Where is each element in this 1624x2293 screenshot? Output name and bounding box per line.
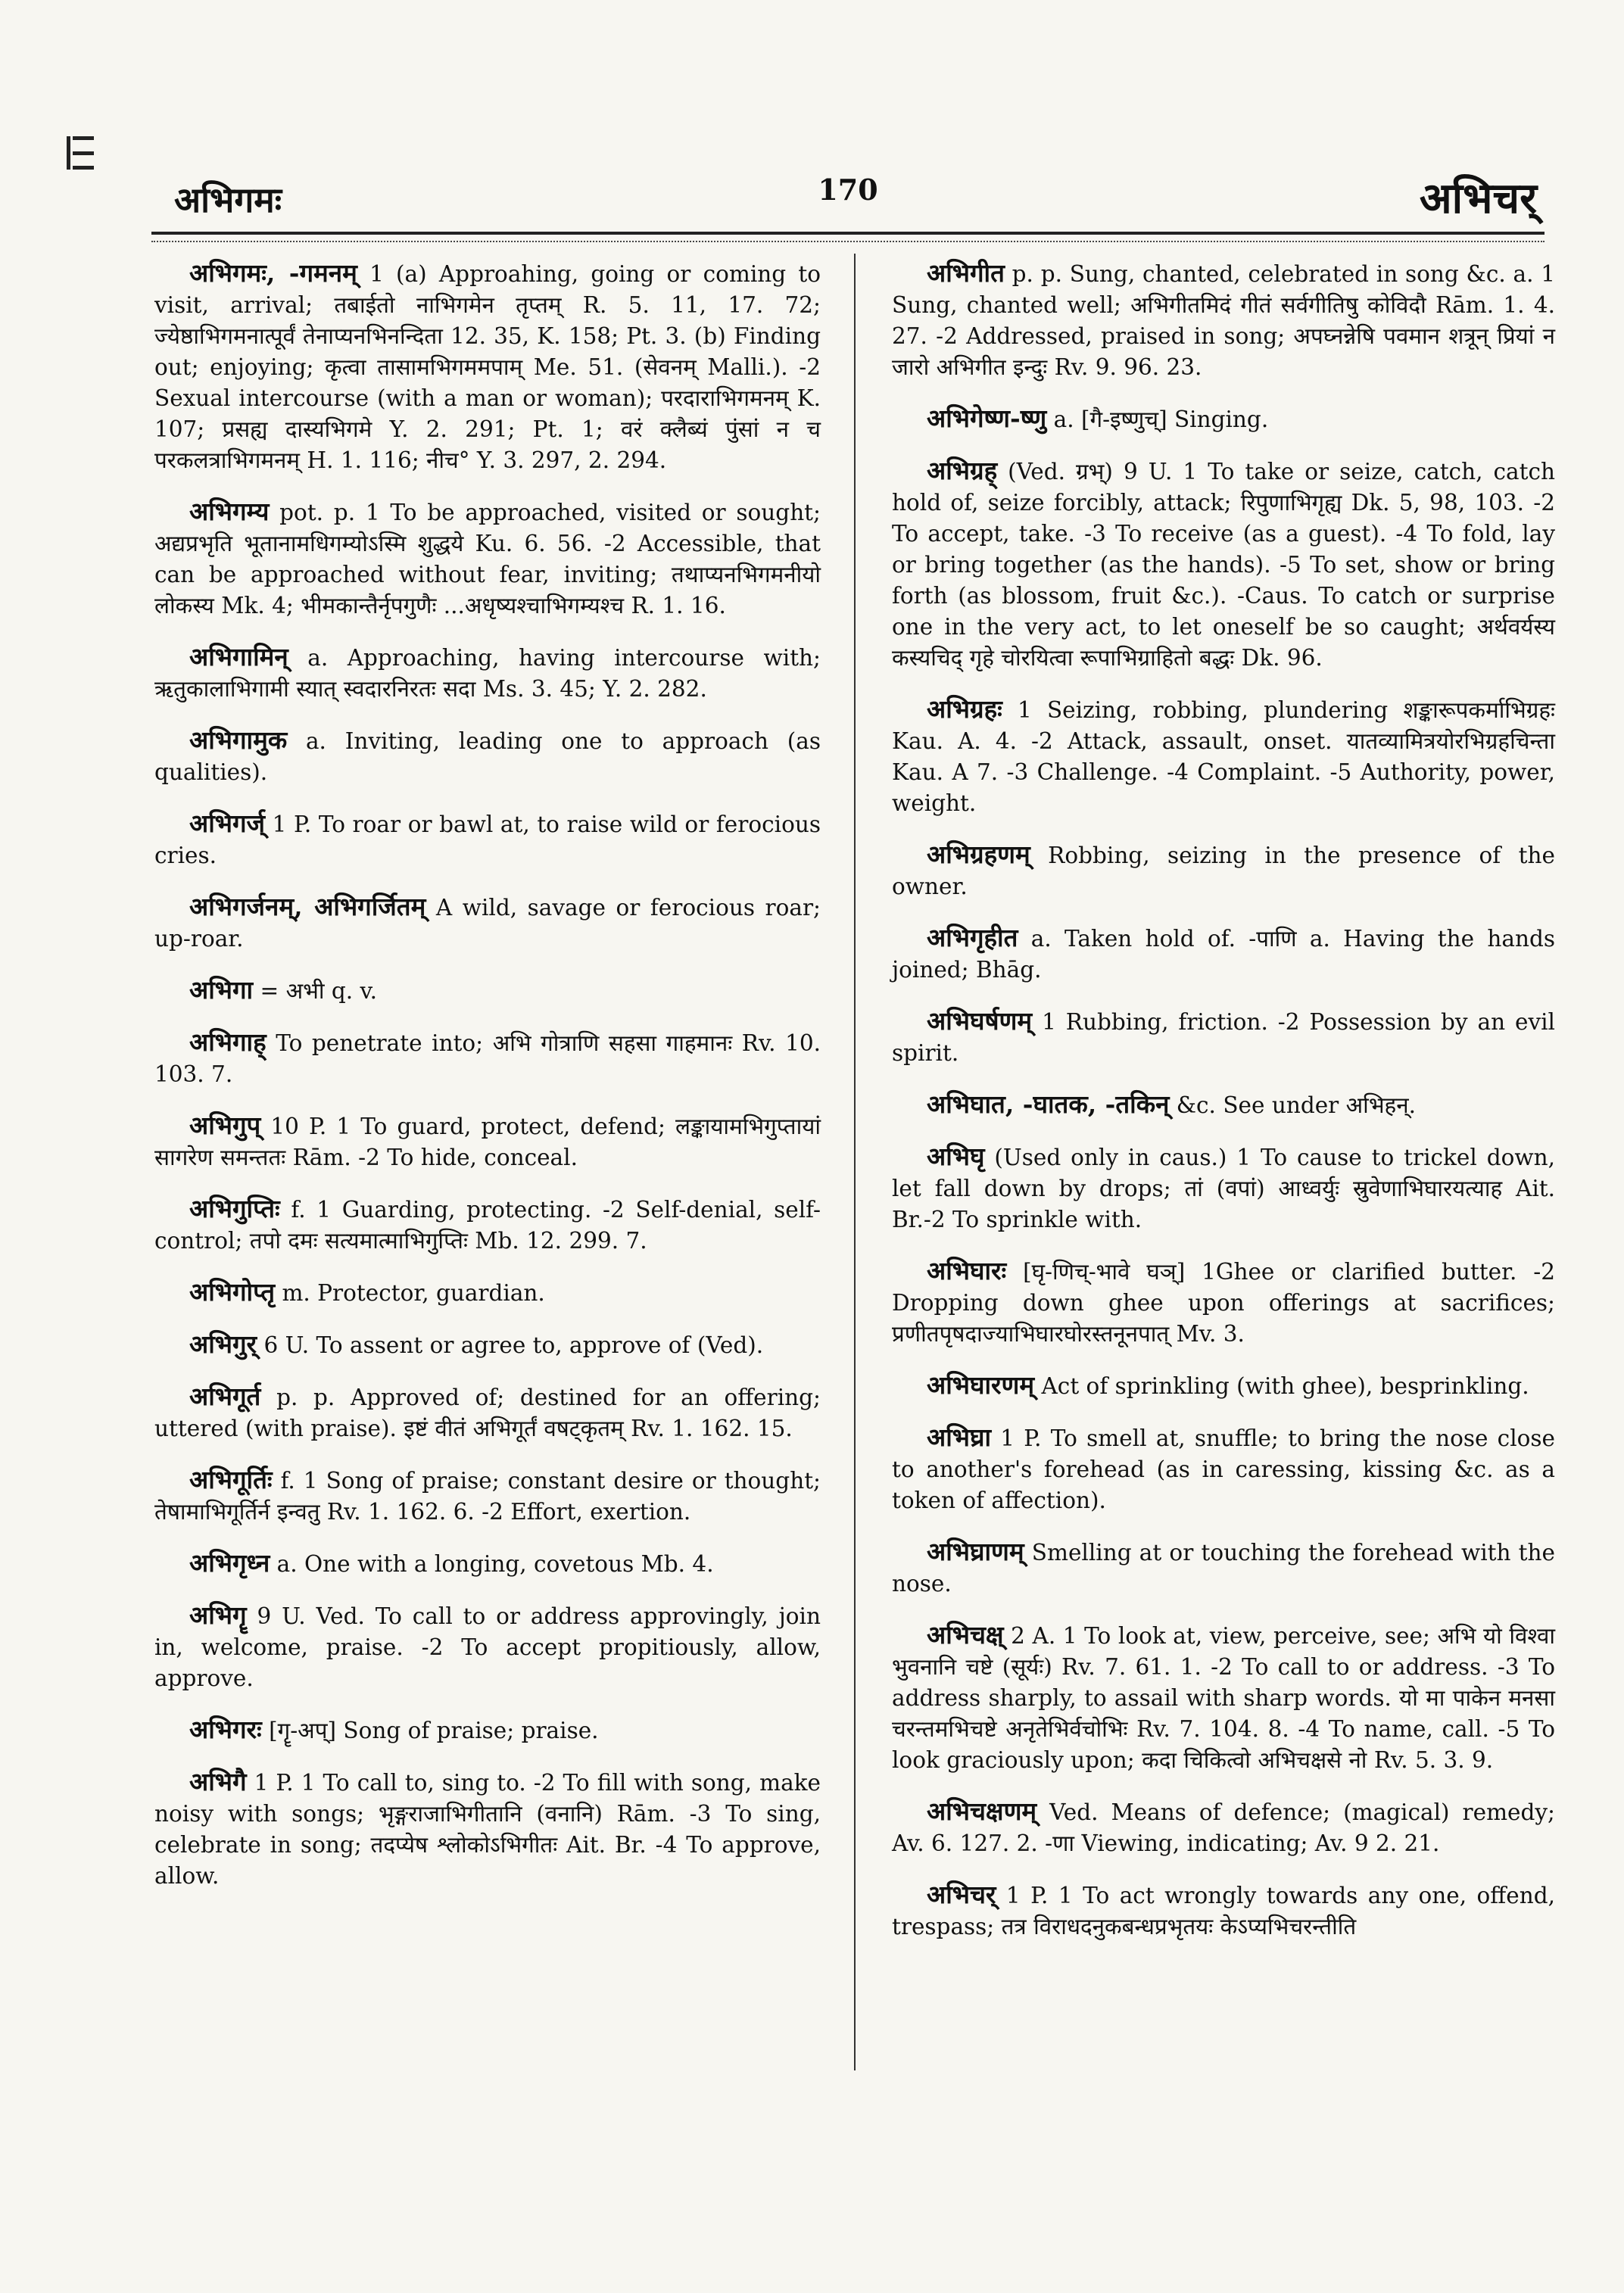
header-right-word: अभिचर् xyxy=(1419,173,1537,223)
entry-headword: अभिगर्ज् xyxy=(189,808,266,838)
entry-definition: 1 P. To roar or bawl at, to raise wild or ferocious cries. xyxy=(154,812,821,868)
dictionary-entry xyxy=(892,839,1555,902)
entry-headword: अभिगम्य xyxy=(189,497,270,526)
entry-headword: अभिगुप्तिः xyxy=(189,1194,280,1223)
dictionary-entry xyxy=(154,724,821,788)
entry-headword: अभिग्रहः xyxy=(927,694,1002,724)
dictionary-entry xyxy=(892,1369,1555,1402)
entry-definition: &c. See under अभिहन्. xyxy=(1176,1092,1416,1118)
entry-definition: A wild, savage or ferocious roar; up-roar. xyxy=(154,895,821,952)
entry-definition: 1 P. 1 To act wrongly towards any one, offend, trespass; तत्र विराधदनुकबन्धप्रभृतयः केऽप्यभिचरन्तीति xyxy=(892,1883,1555,1939)
dictionary-entry xyxy=(154,1329,821,1361)
entry-definition: To penetrate into; अभि गोत्राणि सहसा गाहमानः Rv. 10. 103. 7. xyxy=(154,1030,821,1087)
dictionary-entry xyxy=(154,641,821,705)
entry-definition: pot. p. 1 To be approached, visited or sought; अद्यप्रभृति भूतानामधिगम्योऽस्मि शुद्धये Ku. 6. 56. -2 Accessible, that can be approached without fear, inviting; तथाप्यनभिगमनीयो लोकस्य Mk. 4; भीमकान्तैर्नृपगुणैः ...अधृष्यश्चाभिगम्यश्च R. 1. 16. xyxy=(154,500,821,618)
dictionary-entry xyxy=(892,1536,1555,1600)
entry-definition: 6 U. To assent or agree to, approve of (Ved). xyxy=(263,1332,764,1358)
entry-definition: = अभी q. v. xyxy=(260,978,378,1004)
entry-headword: अभिघृ xyxy=(927,1142,985,1171)
entry-definition: Act of sprinkling (with ghee), besprinkling. xyxy=(1041,1373,1529,1399)
right-column xyxy=(892,257,1555,1962)
entry-definition: [गॄ-अप्] Song of praise; praise. xyxy=(269,1718,599,1743)
dictionary-entry xyxy=(892,1422,1555,1516)
dictionary-entry xyxy=(892,922,1555,986)
entry-definition: 1 Seizing, robbing, plundering शङ्कारूपकर्माभिग्रहः Kau. A. 4. -2 Attack, assault, onset. यातव्यामित्रयोरभिग्रहचिन्ता Kau. A 7. -3 Challenge. -4 Complaint. -5 Authority, power, weight. xyxy=(892,697,1555,816)
entry-definition: p. p. Sung, chanted, celebrated in song &c. a. 1 Sung, chanted well; अभिगीतमिदं गीतं सर्वगीतिषु कोविदौ Rām. 1. 4. 27. -2 Addressed, praised in song; अपघ्नन्नेषि पवमान शत्रून् प्रियां न जारो अभिगीत इन्दुः Rv. 9. 96. 23. xyxy=(892,261,1555,380)
dictionary-entry xyxy=(154,1027,821,1090)
entry-headword: अभिचक्ष् xyxy=(927,1620,1004,1650)
entry-definition: Ved. Means of defence; (magical) remedy; Av. 6. 127. 2. -णा Viewing, indicating; Av. 9 2. 21. xyxy=(892,1799,1555,1856)
entry-headword: अभिचक्षणम् xyxy=(927,1796,1037,1826)
entry-definition: Robbing, seizing in the presence of the owner. xyxy=(892,843,1555,899)
entry-headword: अभिगृध्न xyxy=(189,1548,270,1578)
dictionary-entry xyxy=(892,693,1555,819)
entry-definition: a. One with a longing, covetous Mb. 4. xyxy=(276,1551,714,1577)
entry-definition: 2 A. 1 To look at, view, perceive, see; अभि यो विश्वा भुवनानि चष्टे (सूर्यः) Rv. 7. 61. 1. -2 To call to or address. -3 To address sharply, to assail with sharp words. यो मा पाकेन मनसा चरन्तमभिचष्टे अनृतेभिर्वचोभिः Rv. 7. 104. 8. -4 To name, call. -5 To look graciously upon; कदा चिकित्वो अभिचक्षसे नो Rv. 5. 3. 9. xyxy=(892,1623,1555,1773)
dictionary-entry xyxy=(892,257,1555,383)
entry-definition: Smelling at or touching the forehead with the nose. xyxy=(892,1540,1555,1597)
dictionary-entry xyxy=(892,403,1555,435)
dictionary-entry xyxy=(892,1089,1555,1121)
dictionary-entry xyxy=(892,1619,1555,1776)
entry-headword: अभिगमः, -गमनम् xyxy=(189,258,357,288)
entry-headword: अभिगूर्तिः xyxy=(189,1465,273,1494)
column-divider xyxy=(854,254,856,2070)
entry-headword: अभिगुर् xyxy=(189,1329,257,1359)
dictionary-entry xyxy=(892,1255,1555,1350)
dictionary-entry xyxy=(154,1766,821,1892)
entry-headword: अभिगामुक xyxy=(189,725,288,755)
dictionary-entry xyxy=(154,1464,821,1528)
dictionary-entry xyxy=(154,1110,821,1173)
dictionary-entry xyxy=(154,1547,821,1580)
menu-icon[interactable] xyxy=(67,136,94,170)
dictionary-entry xyxy=(892,1005,1555,1069)
dictionary-entry xyxy=(154,257,821,476)
entry-definition: [घृ-णिच्-भावे घञ्] 1Ghee or clarified butter. -2 Dropping down ghee upon offerings at sacrifices; प्रणीतपृषदाज्याभिघारघोरस्तनूनपात् Mv. 3. xyxy=(892,1259,1555,1347)
entry-definition: p. p. Approved of; destined for an offering; uttered (with praise). इष्टं वीतं अभिगूर्तं वषट्कृतम् Rv. 1. 162. 15. xyxy=(154,1385,821,1441)
entry-headword: अभिग्रह् xyxy=(927,456,998,485)
dictionary-entry xyxy=(892,1141,1555,1235)
dictionary-entry xyxy=(154,974,821,1007)
entry-headword: अभिघारः xyxy=(927,1256,1007,1285)
entry-headword: अभिग्रहणम् xyxy=(927,840,1030,869)
entry-definition: 1 P. To smell at, snuffle; to bring the nose close to another's forehead (as in caressing, kissing &c. as a token of affection). xyxy=(892,1425,1555,1513)
dictionary-entry xyxy=(892,1879,1555,1943)
entry-definition: (Ved. ग्रभ्) 9 U. 1 To take or seize, catch, catch hold of, seize forcibly, attack; रिपुणाभिगृह्य Dk. 5, 98, 103. -2 To accept, take. -3 To receive (as a guest). -4 To fold, lay or bring together (as the hands). -5 To set, show or bring forth (as blossom, fruit &c.). -Caus. To catch or surprise one in the very act, to let oneself be so caught; अर्थवर्यस्य कस्यचिद् गृहे चोरयित्वा रूपाभिग्राहितो बद्धः Dk. 96. xyxy=(892,459,1555,671)
entry-headword: अभिघारणम् xyxy=(927,1370,1035,1400)
entry-definition: a. Taken hold of. -पाणि a. Having the hands joined; Bhāg. xyxy=(892,926,1555,983)
entry-headword: अभिगा xyxy=(189,975,254,1005)
entry-headword: अभिगूर्त xyxy=(189,1382,261,1411)
dictionary-entry xyxy=(154,1381,821,1444)
entry-headword: अभिगै xyxy=(189,1767,247,1796)
entry-definition: 1 Rubbing, friction. -2 Possession by an evil spirit. xyxy=(892,1009,1555,1066)
dictionary-entry xyxy=(154,496,821,622)
dictionary-entry xyxy=(154,1714,821,1746)
entry-headword: अभिगामिन् xyxy=(189,642,288,671)
dictionary-entry xyxy=(154,1600,821,1694)
entry-definition: a. Inviting, leading one to approach (as qualities). xyxy=(154,728,821,785)
page-header xyxy=(151,168,1545,221)
entry-definition: 1 (a) Approahing, going or coming to visit, arrival; तबाईतो नाभिगमेन तृप्तम् R. 5. 11, 17. 72; ज्येष्ठाभिगमनात्पूर्वं तेनाप्यनभिनन्दिता 12. 35, K. 158; Pt. 3. (b) Finding out; enjoying; कृत्वा तासामभिगममपाम् Me. 51. (सेवनम् Malli.). -2 Sexual intercourse (with a man or woman); परदाराभिगमनम् K. 107; प्रसह्य दास्यभिगमे Y. 2. 291; Pt. 1; वरं क्लैब्यं पुंसां न च परकलत्राभिगमनम् H. 1. 116; नीच° Y. 3. 297, 2. 294. xyxy=(154,261,821,473)
header-dotted-rule xyxy=(151,241,1545,244)
entry-headword: अभिघ्राणम् xyxy=(927,1537,1024,1566)
dictionary-entry xyxy=(892,1796,1555,1859)
entry-definition: a. [गै-इष्णुच्] Singing. xyxy=(1053,407,1269,432)
entry-headword: अभिगरः xyxy=(189,1715,262,1744)
header-rule xyxy=(151,232,1545,235)
entry-headword: अभिगाह् xyxy=(189,1027,267,1057)
entry-headword: अभिघात, -घातक, -तकिन् xyxy=(927,1089,1170,1119)
dictionary-entry xyxy=(154,891,821,955)
entry-definition: (Used only in caus.) 1 To cause to trickel down, let fall down by drops; तां (वपां) आध्वर्युः स्रुवेणाभिघारयत्याह Ait. Br.-2 To sprinkle with. xyxy=(892,1145,1555,1232)
entry-headword: अभिगेष्ण-ष्णु xyxy=(927,403,1047,433)
left-column xyxy=(154,257,821,1911)
header-left-word: अभिगमः xyxy=(174,179,282,220)
entry-headword: अभिगुप् xyxy=(189,1111,261,1140)
entry-headword: अभिगॄ xyxy=(189,1600,247,1630)
entry-headword: अभिघर्षणम् xyxy=(927,1006,1033,1036)
entry-headword: अभिगृहीत xyxy=(927,923,1018,952)
entry-definition: a. Approaching, having intercourse with; ऋतुकालाभिगामी स्यात् स्वदारनिरतः सदा Ms. 3. 45; Y. 2. 282. xyxy=(154,645,821,702)
entry-headword: अभिचर् xyxy=(927,1880,996,1909)
entry-definition: 9 U. Ved. To call to or address approvingly, join in, welcome, praise. -2 To accept propitiously, allow, approve. xyxy=(154,1603,821,1691)
dictionary-entry xyxy=(892,455,1555,674)
page-number: 170 xyxy=(818,173,878,207)
entry-definition: 1 P. 1 To call to, sing to. -2 To fill with song, make noisy with songs; भृङ्गराजाभिगीतानि (वनानि) Rām. -3 To sing, celebrate in song; तदप्येष श्लोकोऽभिगीतः Ait. Br. -4 To approve, allow. xyxy=(154,1770,821,1889)
entry-definition: m. Protector, guardian. xyxy=(282,1280,545,1306)
entry-headword: अभिघ्रा xyxy=(927,1422,992,1452)
entry-headword: अभिगर्जनम्, अभिगर्जितम् xyxy=(189,892,426,921)
entry-definition: f. 1 Song of praise; constant desire or thought; तेषामाभिगूर्तिर्न इन्वतु Rv. 1. 162. 6. -2 Effort, exertion. xyxy=(154,1468,821,1525)
entry-headword: अभिगीत xyxy=(927,258,1005,288)
dictionary-entry xyxy=(154,1276,821,1309)
entry-headword: अभिगोप्तृ xyxy=(189,1277,276,1307)
dictionary-entry xyxy=(154,1193,821,1257)
entry-definition: 10 P. 1 To guard, protect, defend; लङ्कायामभिगुप्तायां सागरेण समन्ततः Rām. -2 To hide, conceal. xyxy=(154,1114,821,1170)
dictionary-entry xyxy=(154,808,821,871)
entry-definition: f. 1 Guarding, protecting. -2 Self-denial, self-control; तपो दमः सत्यमात्माभिगुप्तिः Mb. 12. 299. 7. xyxy=(154,1197,821,1254)
